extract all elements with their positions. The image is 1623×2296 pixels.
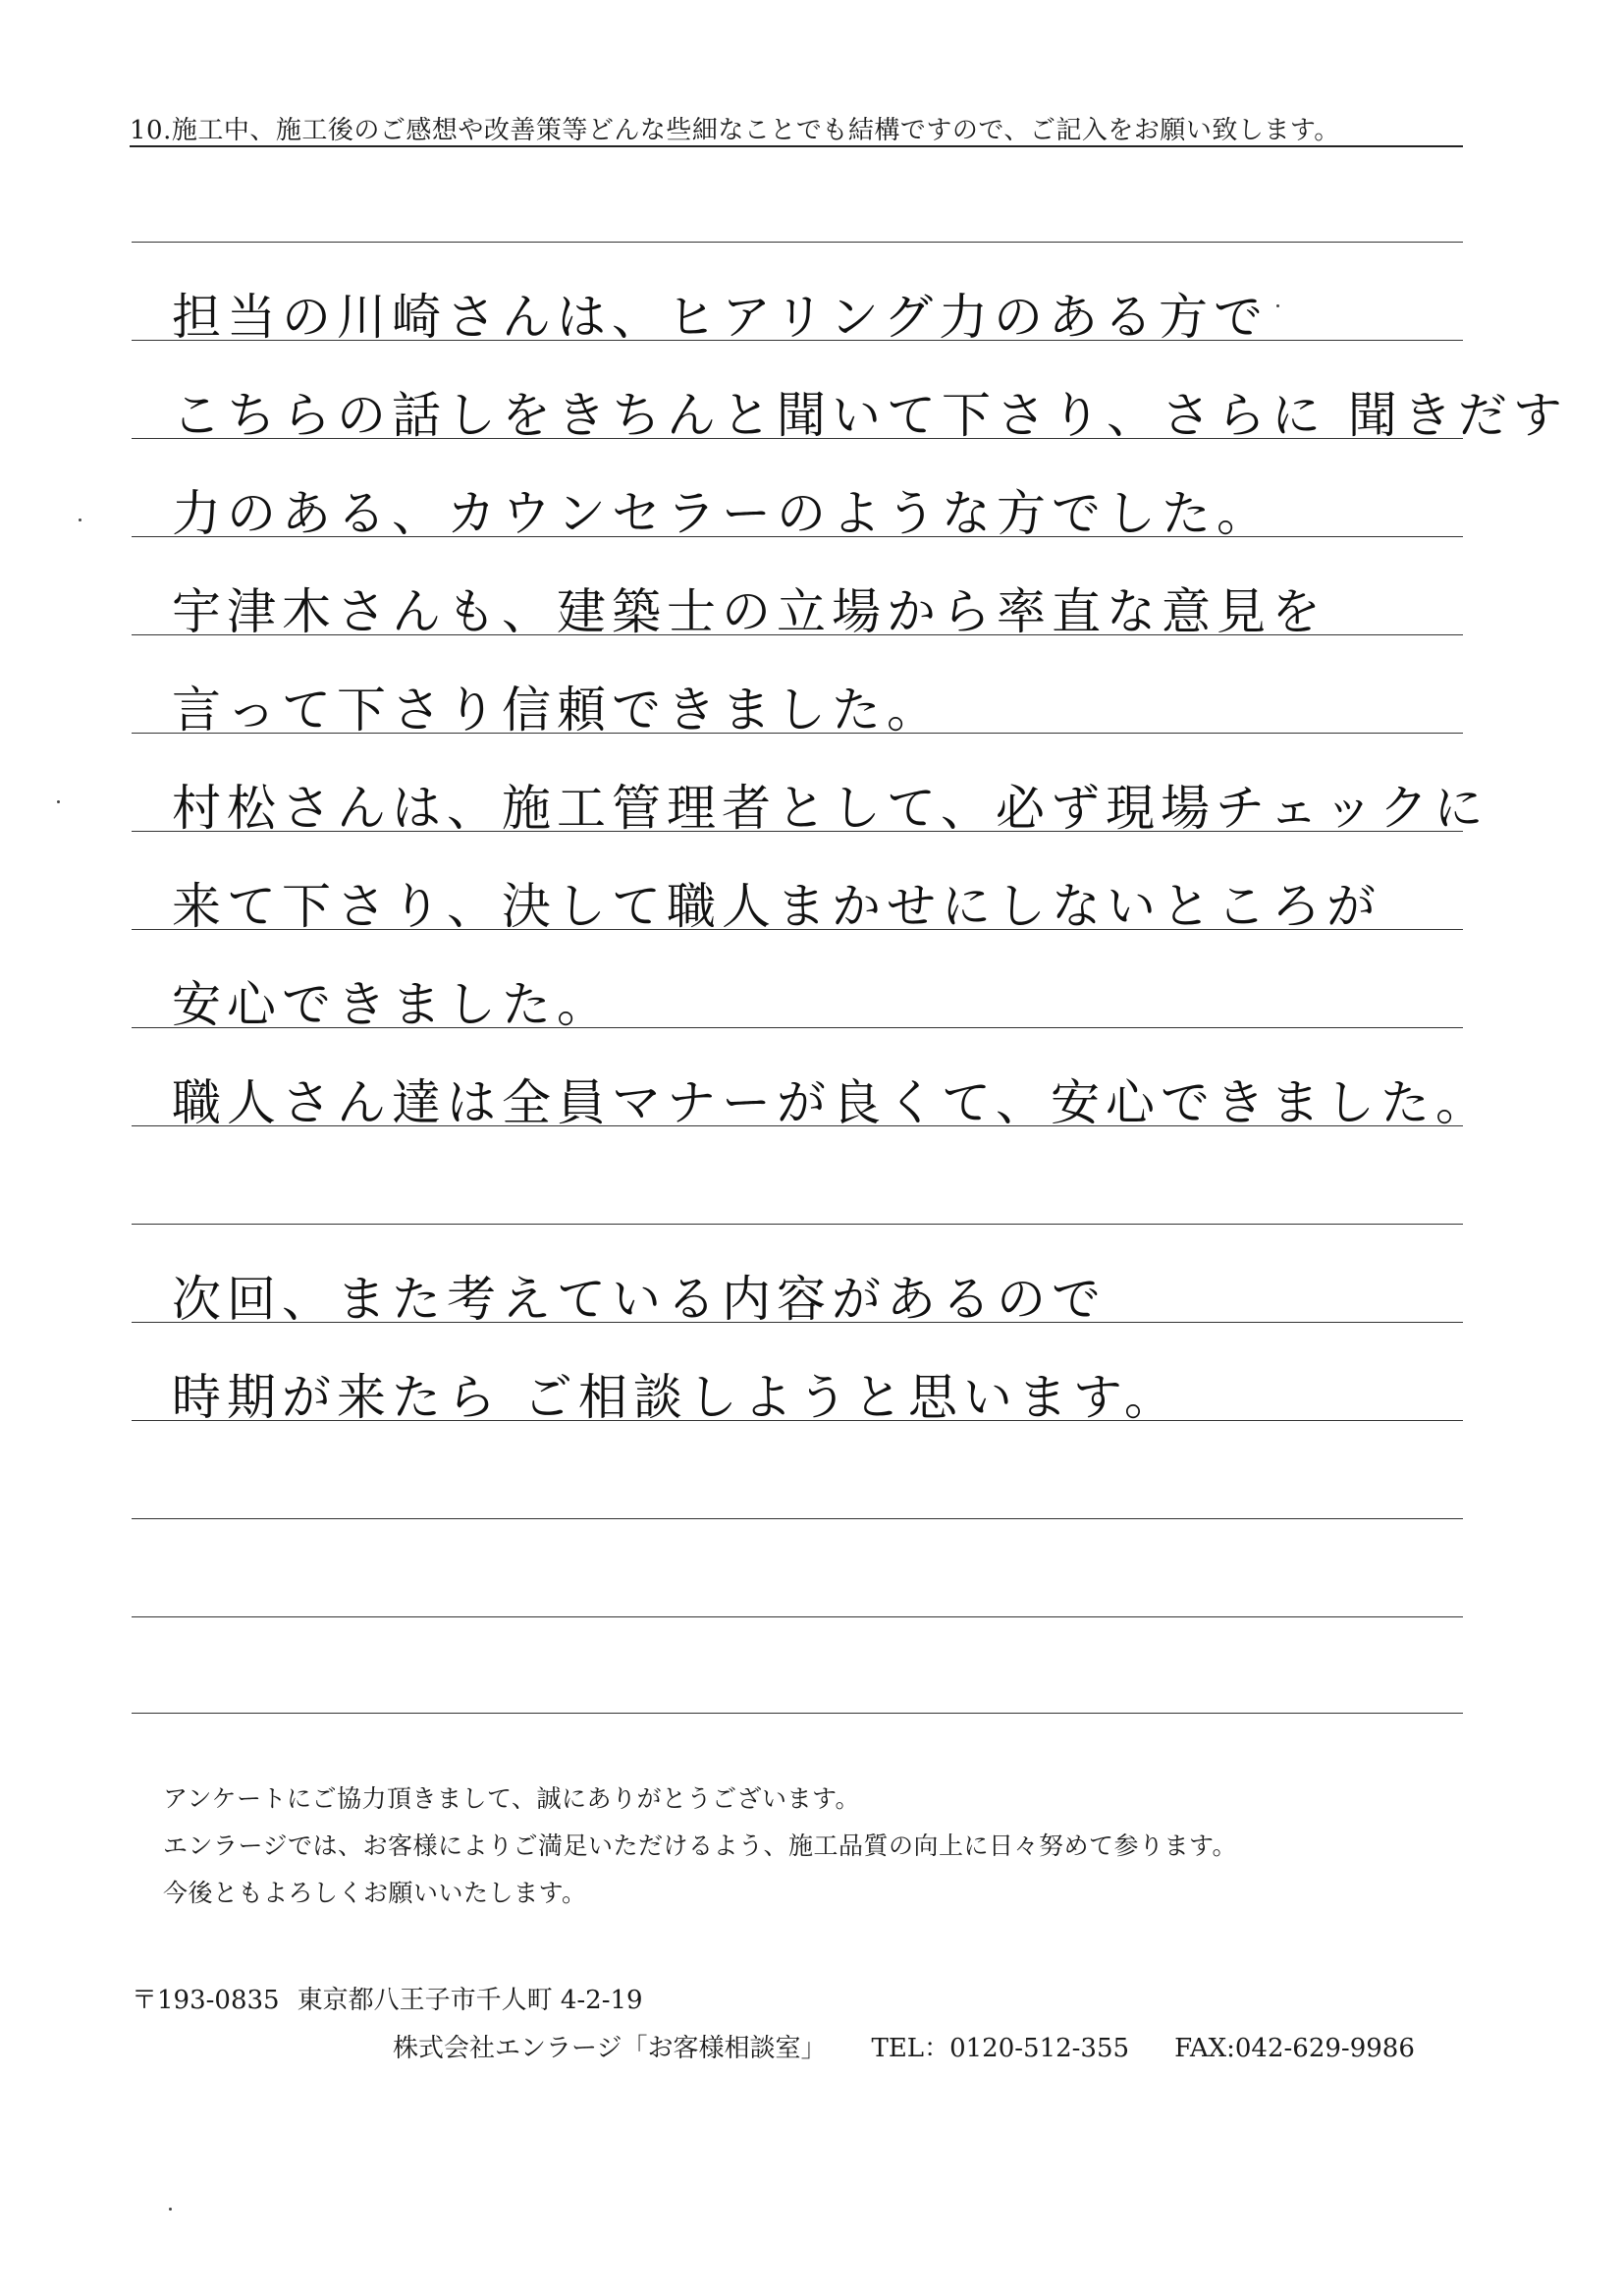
street-address: 東京都八王子市千人町 4-2-19	[297, 1986, 643, 2015]
handwritten-line: 時期が来たら ご相談しようと思います。	[172, 1369, 1179, 1426]
company-name: 株式会社エンラージ「お客様相談室」	[393, 2034, 827, 2063]
handwritten-line: 職人さん達は全員マナーが良くて、安心できました。	[172, 1074, 1490, 1131]
scan-speck	[57, 800, 60, 803]
handwritten-line: 言って下さり信頼できました。	[172, 682, 942, 738]
handwritten-line: 安心できました。	[172, 976, 612, 1033]
closing-line: エンラージでは、お客様によりご満足いただけるよう、施工品質の向上に日々努めて参ります。	[163, 1831, 1238, 1860]
ruled-line	[132, 1518, 1463, 1519]
closing-line: アンケートにご協力頂きまして、誠にありがとうございます。	[163, 1784, 861, 1813]
ruled-line	[132, 1616, 1463, 1617]
question-underline	[130, 145, 1463, 147]
ruled-line	[132, 1224, 1463, 1225]
handwritten-line: 次回、また考えている内容があるので	[172, 1271, 1107, 1328]
handwritten-line: こちらの話しをきちんと聞いて下さり、さらに 聞きだす	[172, 387, 1568, 444]
fax: FAX:042-629-9986	[1174, 2034, 1415, 2063]
scan-speck	[79, 519, 81, 521]
company-contact-line	[393, 2028, 1415, 2064]
handwritten-line: 来て下さり、決して職人まかせにしないところが	[172, 878, 1381, 935]
handwritten-line: 力のある、カウンセラーのような方でした。	[172, 485, 1271, 542]
ruled-line	[132, 242, 1463, 243]
scan-speck	[1276, 304, 1279, 307]
handwritten-line: 村松さんは、施工管理者として、必ず現場チェックに	[172, 780, 1489, 837]
ruled-line	[132, 1713, 1463, 1714]
closing-line: 今後ともよろしくお願いいたします。	[163, 1879, 587, 1907]
scan-speck	[169, 2208, 172, 2211]
handwritten-line: 担当の川崎さんは、ヒアリング力のある方で	[172, 289, 1269, 346]
postal-code: 〒193-0835	[132, 1986, 280, 2015]
handwritten-line: 宇津木さんも、建築士の立場から率直な意見を	[172, 583, 1326, 640]
telephone: TEL：0120-512-355	[871, 2034, 1130, 2063]
question-text: 10.施工中、施工後のご感想や改善策等どんな些細なことでも結構ですので、ご記入をお願い致します。	[130, 116, 1340, 145]
address-line	[132, 1980, 661, 2016]
